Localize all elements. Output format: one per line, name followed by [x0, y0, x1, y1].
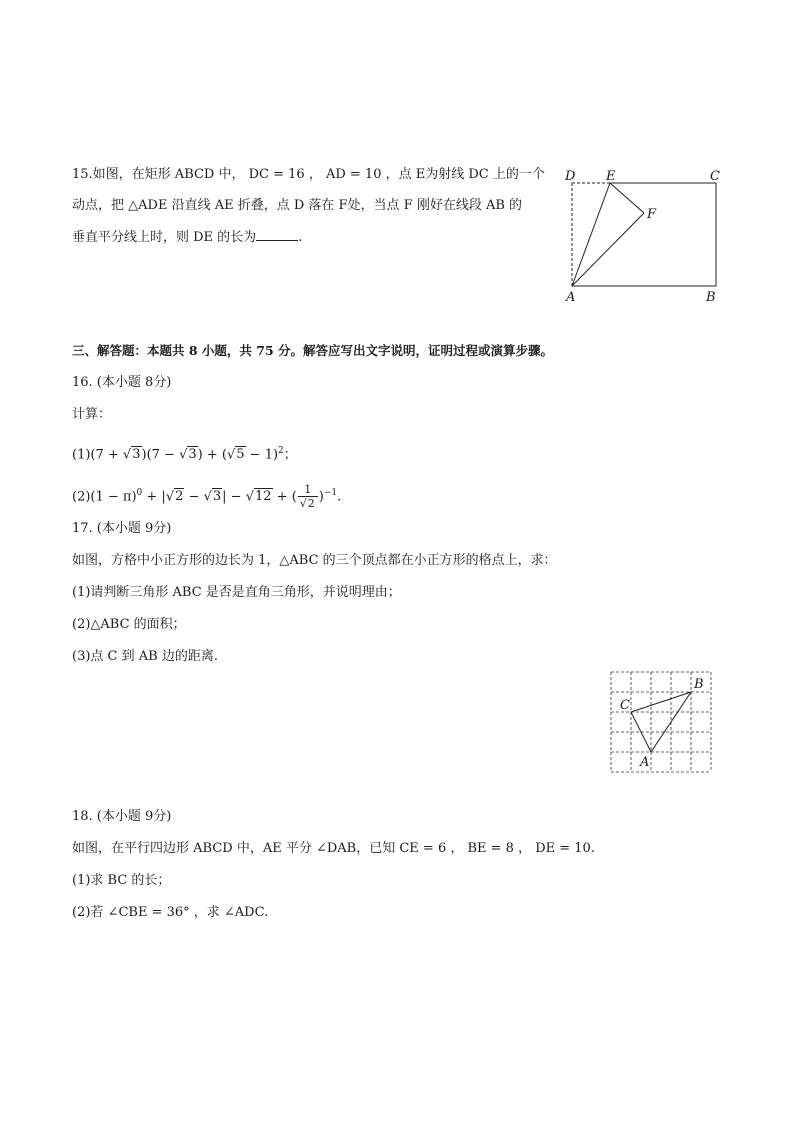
q18-header: 18. (本小题 9分)	[72, 809, 172, 824]
q16-intro: 计算：	[72, 407, 112, 422]
q15-rectangle-figure	[560, 160, 740, 310]
answer-blank[interactable]	[256, 228, 298, 241]
segment-ef	[610, 183, 644, 213]
label-c: C	[620, 698, 630, 713]
q16-p2-seg-e: + (	[272, 489, 297, 505]
q17-part-1: (1)请判断三角形 ABC 是否是直角三角形，并说明理由；	[72, 585, 401, 600]
q16-p1-sqrt-2: 3	[188, 447, 197, 463]
fraction-denominator-sqrt: 2	[307, 496, 315, 510]
label-a: A	[566, 290, 576, 305]
q17-grid-figure	[608, 668, 718, 778]
q15-line-3	[72, 228, 302, 247]
q15-line-2: 动点，把 △ADE 沿直线 AE 折叠，点 D 落在 F处，当点 F 刚好在线段 AB 的	[72, 198, 523, 213]
q17-part-2: (2)△ABC 的面积；	[72, 617, 186, 632]
label-d: D	[565, 169, 576, 184]
q16-p1-sqrt-3: 5	[236, 447, 245, 463]
q18-part-2: (2)若 ∠CBE = 36° ，求 ∠ADC.	[72, 905, 269, 920]
q16-p2-seg-c: −	[184, 489, 204, 505]
fraction-numerator: 1	[298, 484, 318, 497]
q16-p1-seg-b: )(7 −	[141, 447, 180, 463]
q17-intro: 如图，方格中小正方形的边长为 1，△ABC 的三个顶点都在小正方形的格点上，求：	[72, 553, 557, 568]
label-b: B	[694, 677, 704, 692]
q15-line-1: 15.如图，在矩形 ABCD 中， DC = 16 ， AD = 10 ，点 E为射线 DC 上的一个	[72, 167, 545, 182]
q16-p1-end: ；	[283, 447, 297, 463]
q16-p2-seg-a: (2)(1 − π)	[72, 489, 137, 505]
q16-p2-exponent-0: 0	[136, 488, 143, 498]
segment-ae	[572, 183, 610, 286]
q16-p2-sqrt-3: 12	[254, 489, 272, 505]
q16-p2-end: .	[337, 489, 342, 505]
section-3-title: 三、解答题：本题共 8 小题，共 75 分。解答应写出文字说明，证明过程或演算步骤。	[72, 343, 554, 358]
q16-p1-seg-c: ) + (	[197, 447, 227, 463]
label-b: B	[706, 290, 716, 305]
label-c: C	[710, 169, 720, 184]
q16-p2-seg-d: | −	[222, 489, 246, 505]
q15-line-3-text: 垂直平分线上时，则 DE 的长为	[72, 230, 257, 245]
q16-p2-seg-f: )	[318, 489, 324, 505]
q17-header: 17. (本小题 9分)	[72, 521, 172, 536]
rectangle-abcd	[572, 183, 716, 286]
q16-part-2: $(2)(1 - \pi)^0 + |√2 - √3| - √12$ + ( $\frac{1}{√2}$ )$^{-1}$.	[72, 482, 342, 510]
q16-header: 16. (本小题 8分)	[72, 375, 172, 390]
triangle-abc	[631, 692, 691, 752]
q16-p2-exponent: −1	[323, 488, 338, 498]
fraction-denominator: √2	[299, 496, 315, 510]
q17-part-3: (3)点 C 到 AB 边的距离.	[72, 649, 218, 664]
q16-p2-sqrt-2: 3	[212, 489, 222, 505]
q16-p2-fraction	[298, 484, 318, 510]
label-e: E	[606, 169, 616, 184]
q16-p1-sqrt-1: 3	[132, 447, 141, 463]
label-f: F	[647, 207, 657, 222]
q15-line-3-end: .	[298, 230, 303, 245]
label-a: A	[640, 755, 650, 770]
q16-p2-sqrt-1: 2	[175, 489, 184, 505]
q18-part-1: (1)求 BC 的长；	[72, 873, 171, 888]
q16-p2-seg-b: + |	[142, 489, 166, 505]
q16-part-1: $(1)(7 + √3)(7 - √3) + (√5 - 1)^2$；	[72, 446, 297, 463]
q18-intro: 如图，在平行四边形 ABCD 中，AE 平分 ∠DAB，已知 CE = 6 ， BE = 8 ， DE = 10.	[72, 841, 595, 856]
q16-p1-seg-d: − 1)	[245, 447, 279, 463]
q16-p1-exponent: 2	[278, 446, 284, 456]
q16-p1-seg-a: (1)(7 +	[72, 447, 123, 463]
segment-af	[572, 213, 644, 286]
